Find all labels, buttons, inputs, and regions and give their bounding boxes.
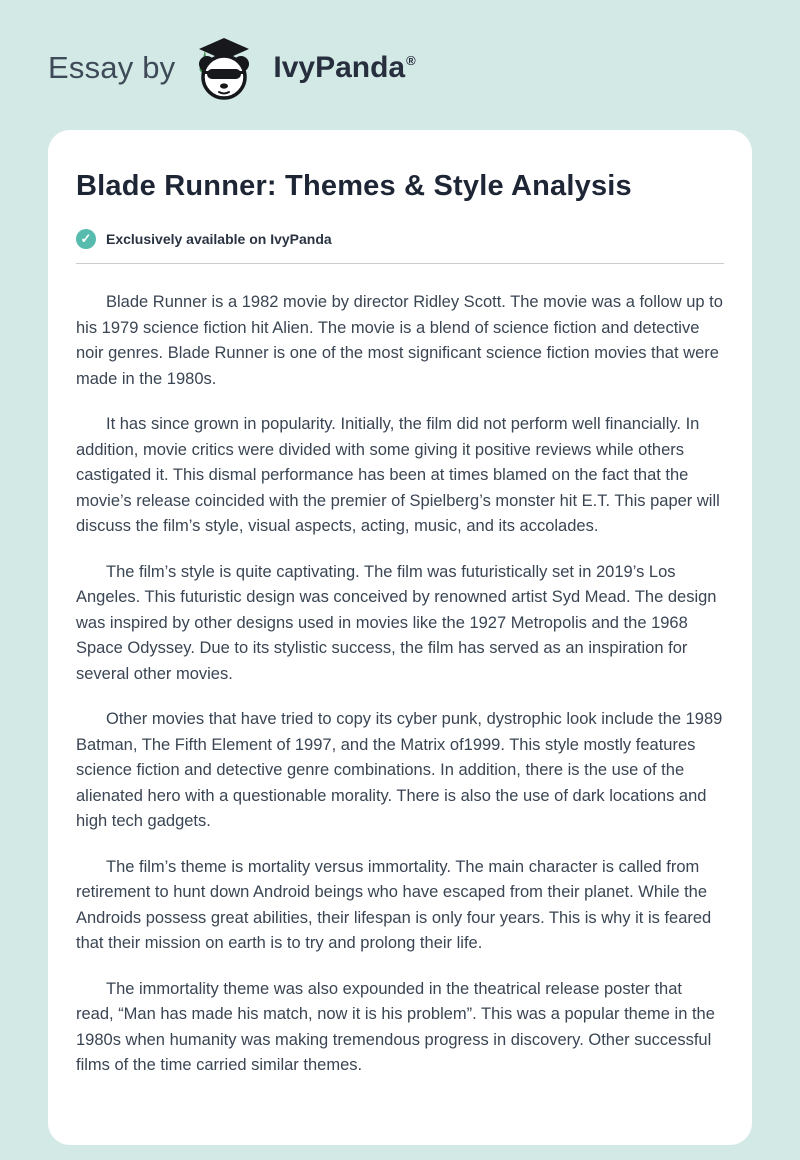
panda-graduate-icon xyxy=(191,36,257,100)
availability-badge-label: Exclusively available on IvyPanda xyxy=(106,231,332,247)
essay-paragraph: The film’s theme is mortality versus immortality. The main character is called from retirement to hunt down Android beings who have escaped from their planet. While the Androids possess great abilities, their lifespan is only four years. This is why it is feared that their mission on earth is to try and prolong their life. xyxy=(76,857,712,952)
registered-mark: ® xyxy=(406,53,416,68)
availability-badge xyxy=(76,229,724,249)
divider xyxy=(76,263,724,264)
check-icon: ✓ xyxy=(76,229,96,249)
essay-paragraph: Blade Runner is a 1982 movie by director Ridley Scott. The movie was a follow up to his 1979 science fiction hit Alien. The movie is a blend of science fiction and detective noir genres. Blade Runner is one of the most significant science fiction movies that were made in the 1980s. xyxy=(76,293,723,388)
brand-name xyxy=(273,51,415,85)
essay-card xyxy=(48,130,752,1145)
essay-by-label: Essay by xyxy=(48,50,176,85)
page-title: Blade Runner: Themes & Style Analysis xyxy=(76,170,632,202)
essay-paragraph: Other movies that have tried to copy its cyber punk, dystrophic look include the 1989 Batman, The Fifth Element of 1997, and the Matrix of1999. This style mostly features science fiction and detective genre combinations. In addition, there is the use of the alienated hero with a questionable morality. There is also the use of dark locations and high tech gadgets. xyxy=(76,710,723,830)
essay-paragraph: The film’s style is quite captivating. The film was futuristically set in 2019’s Los Angeles. This futuristic design was conceived by renowned artist Syd Mead. The design was inspired by other designs used in movies like the 1927 Metropolis and the 1968 Space Odyssey. Due to its stylistic success, the film has served as an inspiration for several other movies. xyxy=(76,562,717,683)
essay-paragraph: It has since grown in popularity. Initially, the film did not perform well financially. In addition, movie critics were divided with some giving it positive reviews while others castigated it. This dismal performance has been at times blamed on the fact that the movie’s release coincided with the premier of Spielberg’s monster hit E.T. This paper will discuss the film’s style, visual aspects, acting, music, and its accolades. xyxy=(76,415,720,535)
page-header xyxy=(0,0,800,100)
essay-body xyxy=(76,290,724,1079)
essay-paragraph: The immortality theme was also expounded in the theatrical release poster that read, “Man has made his match, now it is his problem”. This was a popular theme in the 1980s when humanity was making tremendous progress in discovery. Other successful films of the time carried similar themes. xyxy=(76,979,715,1074)
brand-text: IvyPanda xyxy=(273,51,406,84)
